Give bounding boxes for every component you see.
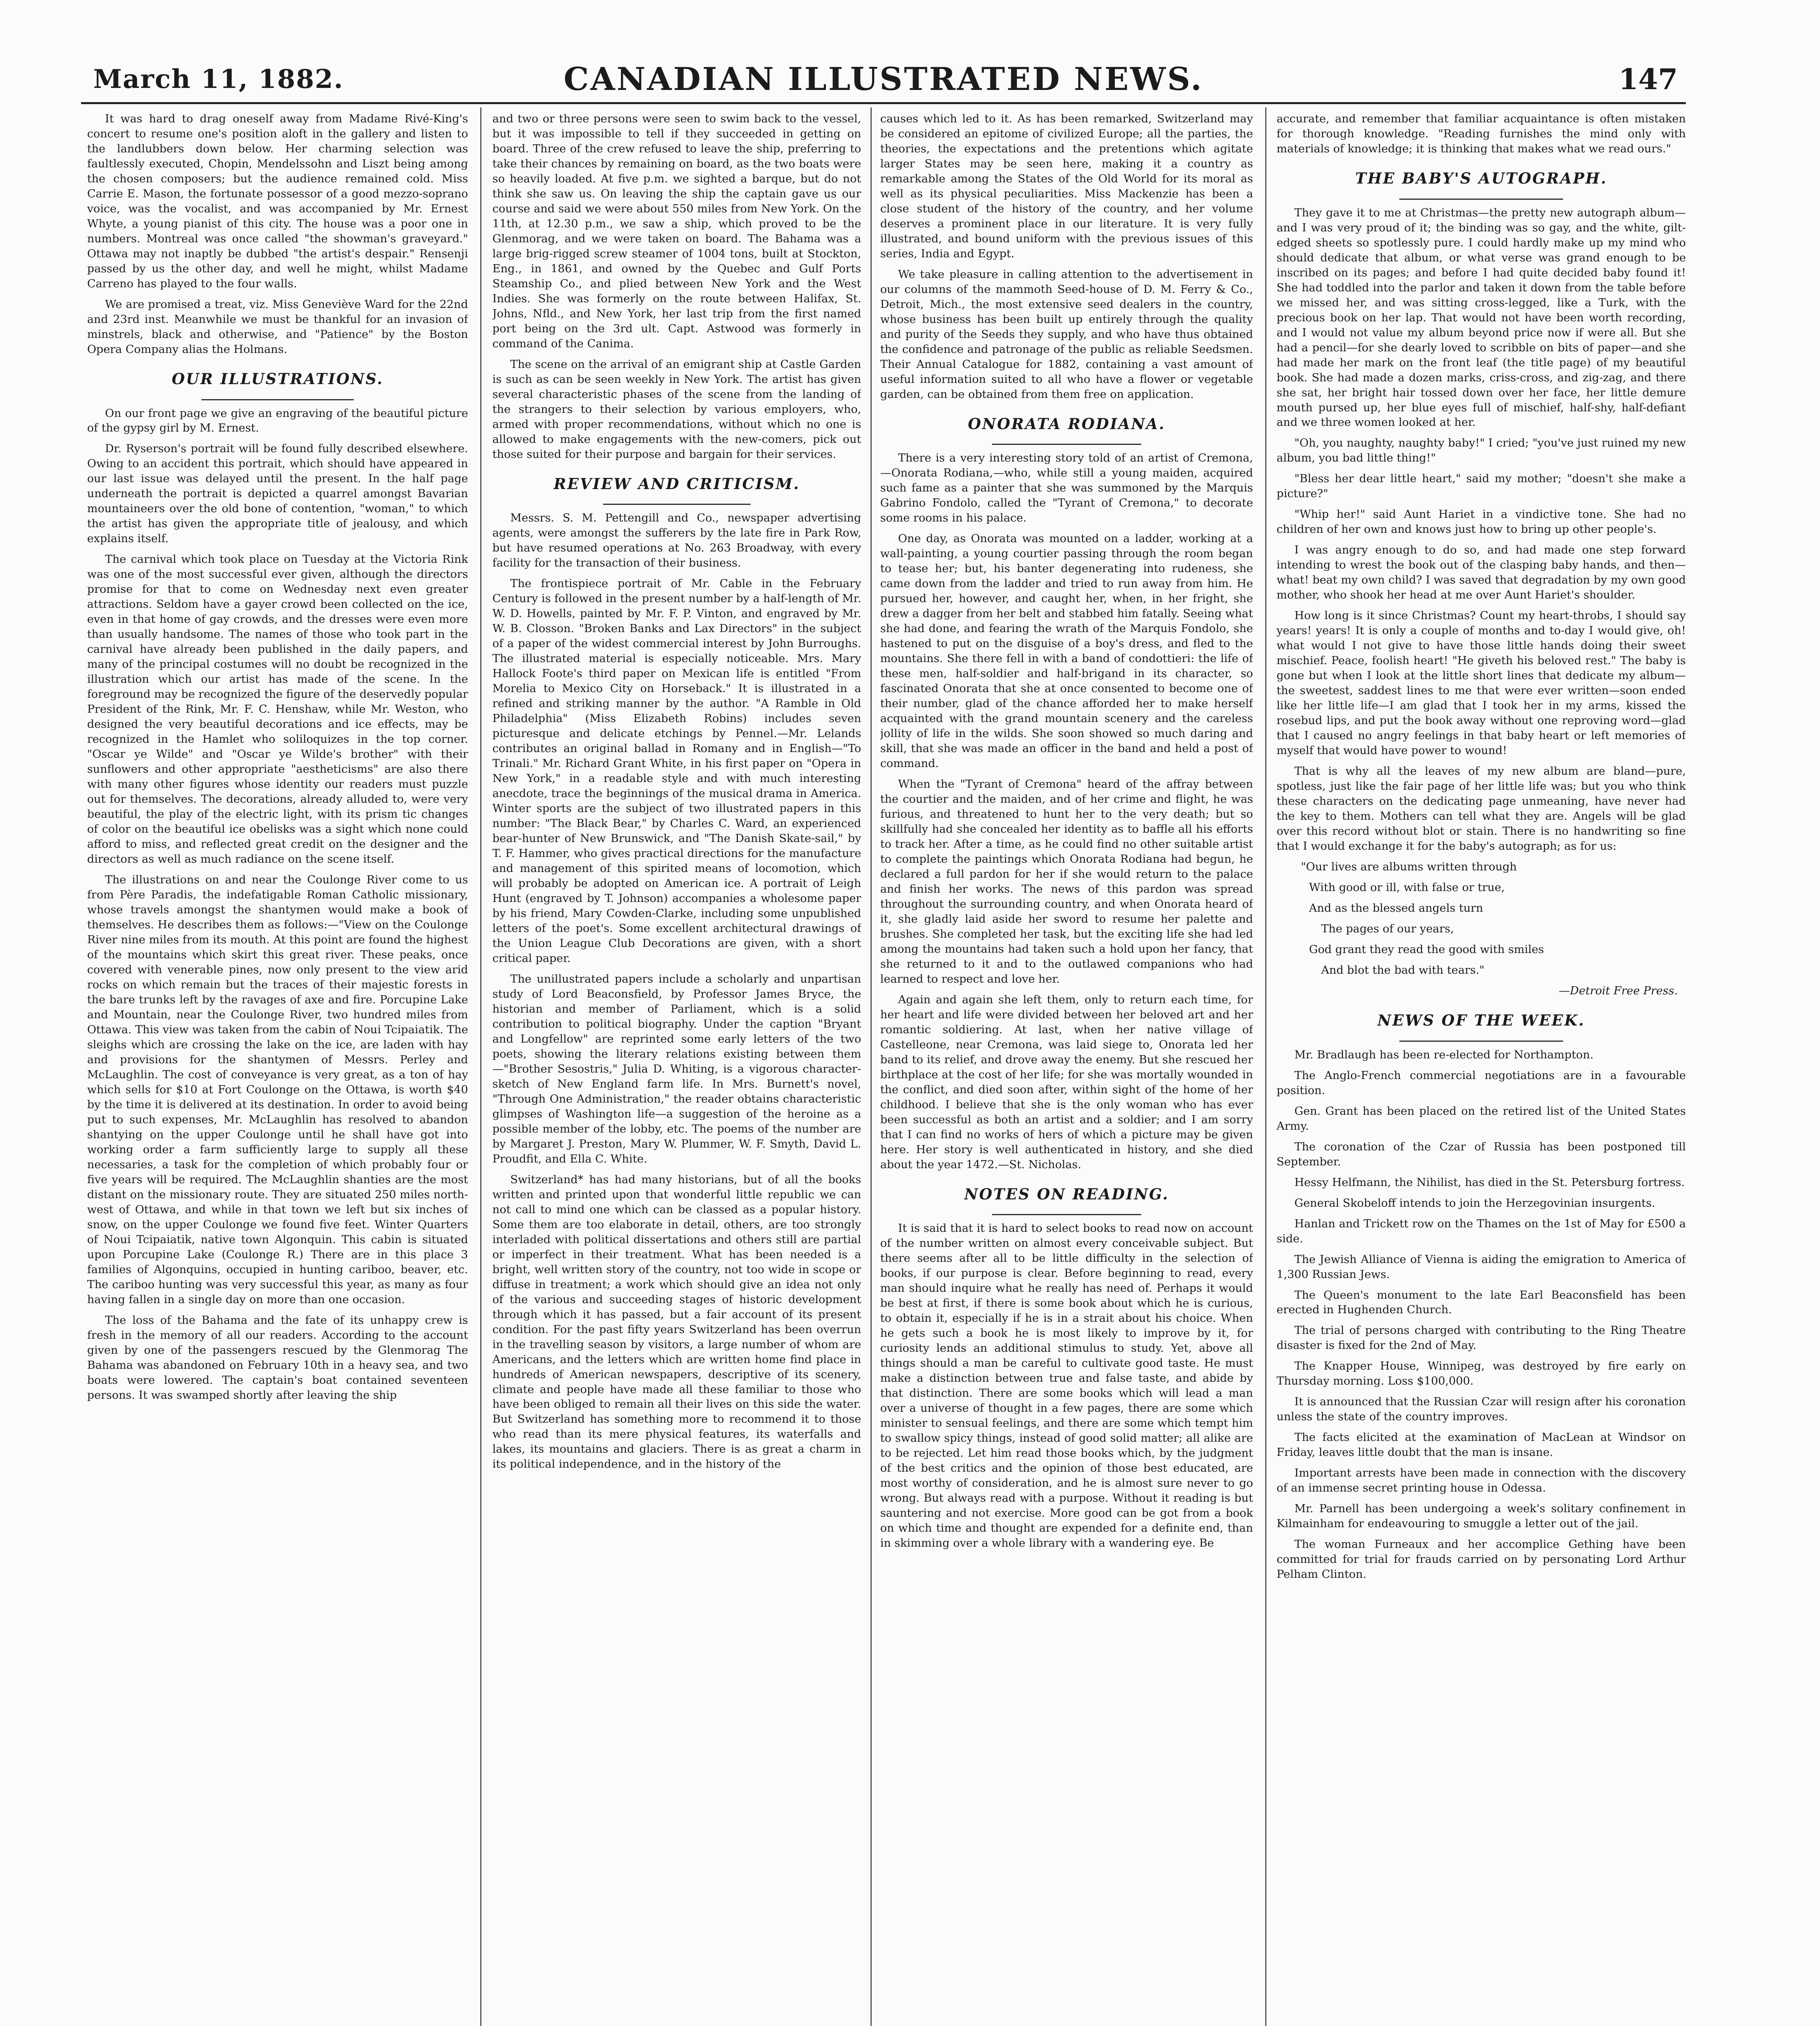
- paragraph: When the "Tyrant of Cremona" heard of the affray between the courtier and the maiden, and of her crime and flight, he was furious, and threatened to hunt her to the very death; but so skillfully had she concealed her identity as to baffle all his efforts to track her. After a time, as he could find no other suitable artist to complete the paintings which Onorata Rodiana had begun, he declared a full pardon for her if she would return to the palace and finish her works. The news of this pardon was spread throughout the surrounding country, and when Onorata heard of it, she gladly laid aside her sword to resume her palette and brushes. She completed her task, but the exciting life she had led among the mountains had taken such a hold upon her fancy, that she returned to it and to the outlawed companions who had learned to respect and love her.: [880, 778, 1253, 985]
- paragraph: We take pleasure in calling attention to the advertisement in our columns of the mammoth Seed-house of D. M. Ferry & Co., Detroit, Mich., the most extensive seed dealers in the country, whose business has been built up entirely through the quality and purity of the Seeds they supply, and who have thus obtained the confidence and patronage of the public as reliable Seedsmen. Their Annual Catalogue for 1882, containing a vast amount of useful information suited to all who have a flower or vegetable garden, can be obtained from them free on application.: [880, 267, 1253, 401]
- news-item: Hanlan and Trickett row on the Thames on the 1st of May for £500 a side.: [1277, 1217, 1686, 1245]
- news-item: The woman Furneaux and her accomplice Gething have been committed for trial for frauds carried on by personating Lord Arthur Pelham Clinton.: [1277, 1538, 1686, 1581]
- poem-line: The pages of our years,: [1321, 922, 1454, 936]
- paragraph: They gave it to me at Christmas—the pretty new autograph album—and I was very proud of it; the binding was so gay, and the white, gilt-edged sheets so spotlessly pure. I could hardly make up my mind who should dedicate that album, or what verse was grand enough to be inscribed on its pages; and before I had quite decided baby found it! She had toddled into the parlor and taken it down from the table before we missed her, and was sitting cross-legged, like a Turk, with the precious book on her lap. That would not have been worth recording, and I would not value my album beyond price now if were all. But she had a pencil—for she dearly loved to scribble on bits of paper—and she had made her mark on the front leaf (the title page) of my beautiful book. She had made a dozen marks, criss-cross, and zig-zag, and there she sat, her bright hair tossed down over her face, her little demure mouth pursed up, her blue eyes full of mischief, half-shy, half-defiant and we three women looked at her.: [1277, 206, 1686, 429]
- news-item: The Queen's monument to the late Earl Beaconsfield has been erected in Hughenden Church.: [1277, 1288, 1686, 1316]
- masthead: [81, 53, 1686, 113]
- heading-rule: [992, 1214, 1141, 1215]
- column-divider: [870, 107, 872, 2026]
- poem-line: "Our lives are albums written through: [1301, 860, 1517, 874]
- poem-line: And as the blessed angels turn: [1309, 902, 1483, 915]
- masthead-rule: [81, 102, 1686, 104]
- news-item: The Knapper House, Winnipeg, was destroyed by fire early on Thursday morning. Loss $100,000.: [1277, 1359, 1686, 1388]
- paragraph: "Bless her dear little heart," said my mother; "doesn't she make a picture?": [1277, 472, 1686, 500]
- heading-rule: [1399, 1041, 1563, 1042]
- heading-rule: [1399, 199, 1563, 200]
- news-item: General Skobeloff intends to join the Herzegovinian insurgents.: [1294, 1196, 1655, 1210]
- column-3: [880, 111, 1253, 2026]
- section-heading-review-and-criticism: REVIEW AND CRITICISM.: [554, 474, 800, 493]
- paragraph: One day, as Onorata was mounted on a ladder, working at a wall-painting, a young courtier passing through the room began to tease her; but, his banter degenerating into rudeness, she came down from the ladder and tried to run away from him. He pursued her, however, and caught her, when, in her fright, she drew a dagger from her belt and stabbed him fatally. Seeing what she had done, and fearing the wrath of the Marquis Fondolo, she hastened to put on the disguise of a boy's dress, and fled to the mountains. She there fell in with a band of condottieri: the life of these men, half-soldier and half-brigand in its character, so fascinated Onorata that she at once consented to become one of their number, glad of the chance afforded her to make herself acquainted with the grand mountain scenery and the careless jollity of life in the wilds. She soon showed so much daring and skill, that she was made an officer in the band and held a post of command.: [880, 532, 1253, 770]
- column-divider: [480, 107, 481, 2026]
- paragraph: The scene on the arrival of an emigrant ship at Castle Garden is such as can be seen weekly in New York. The artist has given several characteristic phases of the scene from the landing of the strangers to their selection by various employers, who, armed with proper recommendations, without which no one is allowed to make engagements with the new-comers, pick out those suited for their purpose and bargain for their services.: [492, 357, 861, 461]
- paragraph: The loss of the Bahama and the fate of its unhappy crew is fresh in the memory of all our readers. According to the account given by one of the passengers rescued by the Glenmorag The Bahama was abandoned on February 10th in a heavy sea, and two boats were lowered. The captain's boat contained seventeen persons. It was swamped shortly after leaving the ship: [87, 1313, 468, 1402]
- paragraph: It was hard to drag oneself away from Madame Rivé-King's concert to resume one's position aloft in the gallery and listen to the landlubbers down below. Her charming selection was faultlessly executed, Chopin, Mendelssohn and Liszt being among the chosen composers; but the audience remained cold. Miss Carrie E. Mason, the fortunate possessor of a good mezzo-soprano voice, was the vocalist, and was accompanied by Mr. Ernest Whyte, a young pianist of this city. The house was a poor one in numbers. Montreal was once called "the showman's graveyard." Ottawa may not inaptly be dubbed "the artist's despair." Rensenji passed by us the other day, and well he might, whilst Madame Carreno has played to the four walls.: [87, 112, 468, 290]
- news-item: The trial of persons charged with contributing to the Ring Theatre disaster is fixed for the 2nd of May.: [1277, 1324, 1686, 1352]
- poem-line: With good or ill, with false or true,: [1309, 881, 1505, 894]
- paragraph: We are promised a treat, viz. Miss Geneviève Ward for the 22nd and 23rd inst. Meanwhile we must be thankful for an invasion of minstrels, black and otherwise, and "Patience" by the Boston Opera Company alias the Holmans.: [87, 297, 468, 356]
- section-heading-notes-on-reading: NOTES ON READING.: [964, 1185, 1169, 1203]
- section-heading-our-illustrations: OUR ILLUSTRATIONS.: [171, 370, 384, 388]
- column-1: [87, 111, 468, 2026]
- news-item: The Jewish Alliance of Vienna is aiding the emigration to America of 1,300 Russian Jews.: [1277, 1252, 1686, 1281]
- paragraph: Switzerland* has had many historians, but of all the books written and printed upon that wonderful little republic we can not call to mind one which can be classed as a popular history. Some them are too elaborate in detail, others, are too strongly interladed with political dissertations and others still are partial or imperfect in their treatment. What has been needed is a bright, well written story of the country, not too wide in scope or diffuse in treatment; a work which should give an idea not only of the various and succeeding stages of historic development through which it has passed, but a fair account of its present condition. For the past fifty years Switzerland has been overrun in the travelling season by visitors, a large number of whom are Americans, and the letters which are written home find place in hundreds of American newspapers, descriptive of its scenery, climate and people have made all these familiar to those who have been obliged to remain all their lives on this side the water. But Switzerland has something more to recommend it to those who read than its mere physical features, its waterfalls and lakes, its mountains and glaciers. There is as great a charm in its political independence, and in the history of the: [492, 1173, 861, 1471]
- poem-line: God grant they read the good with smiles: [1309, 943, 1544, 956]
- paragraph: That is why all the leaves of my new album are bland—pure, spotless, just like the fair page of her little life was; but you who think these characters on the dedicating page unmeaning, have never had the key to them. Mothers can tell what they are. Angels will be glad over this record without blot or stain. There is no handwriting so fine that I would exchange it for the baby's autograph; as for us:: [1277, 765, 1686, 853]
- paragraph: accurate, and remember that familiar acquaintance is often mistaken for thorough knowledge. "Reading furnishes the mind only with materials of knowledge; it is thinking that makes what we read ours.": [1277, 112, 1686, 155]
- paragraph: There is a very interesting story told of an artist of Cremona,—Onorata Rodiana,—who, while still a young maiden, acquired such fame as a painter that she was summoned by the Marquis Gabrino Fondolo, called the "Tyrant of Cremona," to decorate some rooms in his palace.: [880, 451, 1253, 525]
- page-number: 147: [1618, 62, 1678, 96]
- column-4: [1277, 111, 1686, 2026]
- paragraph: The frontispiece portrait of Mr. Cable in the February Century is followed in the present number by a half-length of Mr. W. D. Howells, painted by Mr. F. P. Vinton, and engraved by Mr. W. B. Closson. "Broken Banks and Lax Directors" in the subject of a paper of the widest commercial interest by John Burroughs. The illustrated material is especially noticeable. Mrs. Mary Hallock Foote's third paper on Mexican life is entitled "From Morelia to Mexico City on Horseback." It is illustrated in a refined and striking manner by the author. "A Ramble in Old Philadelphia" (Miss Elizabeth Robins) includes seven picturesque and delicate etchings by Pennel.—Mr. Lelands contributes an original ballad in Romany and in English—"To Trinali." Mr. Richard Grant White, in his first paper on "Opera in New York," in a readable style and with much interesting anecdote, trace the beginnings of the musical drama in America. Winter sports are the subject of two illustrated papers in this number: "The Black Bear," by Charles C. Ward, an experienced bear-hunter of New Brunswick, and "The Danish Skate-sail," by T. F. Hammer, who gives practical directions for the manufacture and management of this spirited means of locomotion, which will probably be adopted on American ice. A portrait of Leigh Hunt (engraved by T. Johnson) accompanies a wholesome paper by his friend, Mary Cowden-Clarke, including some unpublished letters of the poet's. Some excellent architectural drawings of the Union League Club Decorations are given, with a short critical paper.: [492, 577, 861, 965]
- news-item: The Anglo-French commercial negotiations are in a favourable position.: [1277, 1069, 1686, 1097]
- paragraph: How long is it since Christmas? Count my heart-throbs, I should say years! years! It is only a couple of months and to-day I would give, oh! what would I not give to have those little hands doing their sweet mischief. Peace, foolish heart! "He giveth his beloved rest." The baby is gone but when I look at the little short lines that dedicate my album—the sweetest, saddest lines to me that were ever written—soon ended like her little life—I am glad that I took her in my arms, kissed the rosebud lips, and put the book away without one reproving word—glad that I caused no angry feelings in that baby heart or left memories of myself that would have power to wound!: [1277, 609, 1686, 757]
- news-item: Gen. Grant has been placed on the retired list of the United States Army.: [1277, 1104, 1686, 1133]
- heading-rule: [201, 399, 354, 400]
- paragraph: Messrs. S. M. Pettengill and Co., newspaper advertising agents, were amongst the sufferers by the late fire in Park Row, but have resumed operations at No. 263 Broadway, with every facility for the transaction of their business.: [492, 511, 861, 570]
- paragraph: Again and again she left them, only to return each time, for her heart and life were divided between her beloved art and her romantic soldiering. At last, when her native village of Castelleone, near Cremona, was laid siege to, Onorata led her band to its relief, and drove away the enemy. But she rescued her birthplace at the cost of her life; for she was mortally wounded in the conflict, and died soon after, within sight of the home of her childhood. I believe that she is the only woman who has ever been successful as both an artist and a soldier; and I am sorry that I can find no works of hers of which a picture may be given here. Her story is well authenticated in history, and she died about the year 1472.—St. Nicholas.: [880, 993, 1253, 1171]
- poem: [1277, 859, 1686, 978]
- news-item: Mr. Parnell has been undergoing a week's solitary confinement in Kilmainham for endeavouring to smuggle a letter out of the jail.: [1277, 1502, 1686, 1530]
- news-item: The coronation of the Czar of Russia has been postponed till September.: [1277, 1140, 1686, 1168]
- paragraph: causes which led to it. As has been remarked, Switzerland may be considered an epitome of civilized Europe; all the parties, the theories, the expectations and the pretentions which agitate larger States may be seen here, making it a country as remarkable among the States of the Old World for its moral as well as its physical peculiarities. Miss Mackenzie has been a close student of the history of the country, and her volume deserves a prominent place in our literature. It is very fully illustrated, and bound uniform with the previous issues of this series, India and Egypt.: [880, 112, 1253, 260]
- paragraph: "Whip her!" said Aunt Hariet in a vindictive tone. She had no children of her own and knows just how to bring up other people's.: [1277, 508, 1686, 536]
- column-divider: [1265, 107, 1266, 2026]
- section-heading-news-of-the-week: NEWS OF THE WEEK.: [1377, 1011, 1585, 1029]
- paragraph: The illustrations on and near the Coulonge River come to us from Père Paradis, the indefatigable Roman Catholic missionary, whose travels amongst the shantymen would make a book of themselves. He describes them as follows:—"View on the Coulonge River nine miles from its mouth. At this point are found the highest of the mountains which skirt this great river. These peaks, once covered with venerable pines, now only present to the view arid rocks on which remain but the traces of their majestic forests in the bare trunks left by the ravages of axe and fire. Porcupine Lake and Mountain, near the Coulonge River, two hundred miles from Ottawa. This view was taken from the cabin of Noui Tcipaiatik. The sleighs which are crossing the lake on the ice, are laden with hay and provisions for the shantymen of Messrs. Perley and McLaughlin. The cost of conveyance is very great, as a ton of hay which sells for $10 at Fort Coulonge on the Ottawa, is worth $40 by the time it is delivered at its destination. In order to avoid being put to such expenses, Mr. McLaughlin has resolved to abandon shantying on the upper Coulonge until he shall have got into working order a farm sufficiently large to supply all these necessaries, a task for the completion of which probably four or five years will be required. The McLaughlin shanties are the most distant on the missionary route. They are situated 250 miles north-west of Ottawa, and while in that town we left but six inches of snow, on the upper Coulonge we found five feet. Winter Quarters of Noui Tcipaiatik, native town Algonquin. This cabin is situated upon Porcupine Lake (Coulonge R.) There are in this place 3 families of Algonquins, occupied in hunting cariboo, beaver, etc. The cariboo hunting was very successful this year, as many as four having fallen in a single day on more than one occasion.: [87, 873, 468, 1306]
- issue-date: March 11, 1882.: [93, 64, 344, 94]
- news-item: The facts elicited at the examination of MacLean at Windsor on Friday, leaves little doubt that the man is insane.: [1277, 1431, 1686, 1459]
- paragraph: On our front page we give an engraving of the beautiful picture of the gypsy girl by M. Ernest.: [87, 406, 468, 435]
- section-heading-babys-autograph: THE BABY'S AUTOGRAPH.: [1355, 169, 1607, 187]
- poem-line: And blot the bad with tears.": [1321, 963, 1484, 977]
- news-item: Important arrests have been made in connection with the discovery of an immense secret printing house in Odessa.: [1277, 1466, 1686, 1495]
- paragraph: "Oh, you naughty, naughty baby!" I cried; "you've just ruined my new album, you bad little thing!": [1277, 436, 1686, 465]
- section-heading-onorata-rodiana: ONORATA RODIANA.: [968, 415, 1166, 433]
- paragraph: The unillustrated papers include a scholarly and unpartisan study of Lord Beaconsfield, by Professor James Bryce, the historian and member of Parliament, which is a solid contribution to political biography. Under the caption "Bryant and Longfellow" are reprinted some early letters of the two poets, showing the literary relations existing between them—"Brother Sesostris," Julia D. Whiting, is a vigorous character-sketch of New England farm life. In Mrs. Burnett's novel, "Through One Administration," the reader obtains characteristic glimpses of Washington life—a suggestion of the heroine as a possible member of the lobby, etc. The poems of the number are by Margaret J. Preston, Mary W. Plummer, W. F. Smyth, David L. Proudfit, and Ella C. White.: [492, 972, 861, 1165]
- paragraph: and two or three persons were seen to swim back to the vessel, but it was impossible to tell if they succeeded in getting on board. Three of the crew refused to leave the ship, preferring to take their chances by remaining on board, as the two boats were so heavily loaded. At five p.m. we sighted a barque, but do not think she saw us. On leaving the ship the captain gave us our course and said we were about 550 miles from New York. On the 11th, at 12.30 p.m., we saw a ship, which proved to be the Glenmorag, and we were taken on board. The Bahama was a large brig-rigged screw steamer of 1004 tons, built at Stockton, Eng., in 1861, and owned by the Quebec and Gulf Ports Steamship Co., and plied between New York and the West Indies. She was formerly on the route between Halifax, St. Johns, Nfld., and New York, her last trip from the first named port being on the 3rd ult. Capt. Astwood was formerly in command of the Canima.: [492, 112, 861, 350]
- column-2: [492, 111, 861, 2026]
- paragraph: Dr. Ryserson's portrait will be found fully described elsewhere. Owing to an accident this portrait, which should have appeared in our last issue was delayed until the present. In the half page underneath the portrait is depicted a quarrel amongst Bavarian mountaineers over the old bone of contention, "woman," to which the artist has given the appropriate title of jealousy, and which explains itself.: [87, 442, 468, 545]
- paragraph: I was angry enough to do so, and had made one step forward intending to wrest the book out of the clasping baby hands, and then—what! beat my own child? I was saved that degradation by my own good mother, who shook her head at me over Aunt Hariet's shoulder.: [1277, 543, 1686, 602]
- news-item: Mr. Bradlaugh has been re-elected for Northampton.: [1294, 1048, 1594, 1061]
- paragraph: The carnival which took place on Tuesday at the Victoria Rink was one of the most successful ever given, although the directors promise for that to come on Wednesday next even greater attractions. Seldom have a gayer crowd been collected on the ice, even in that home of gay crowds, and the dresses were even more than usually handsome. The names of those who took part in the carnival have already been published in the daily papers, and many of the principal costumes will no doubt be recognized in the illustration which our artist has made of the scene. In the foreground may be recognized the figure of the deservedly popular President of the Rink, Mr. F. C. Henshaw, while Mr. Weston, who designed the very beautiful decorations and ice effects, may be recognized in the Hamlet who soliloquizes in the top corner. "Oscar ye Wilde" and "Oscar ye Wilde's brother" with their sunflowers and other appropriate "aestheticisms" are also there with many other figures whose identity our readers must puzzle out for themselves. The decorations, already alluded to, were very beautiful, the play of the electric light, with its prism tic changes of color on the beautiful ice obelisks was a sight which none could afford to miss, and reflected great credit on the designer and the directors as well as much radiance on the scene itself.: [87, 553, 468, 866]
- news-item: Hessy Helfmann, the Nihilist, has died in the St. Petersburg fortress.: [1294, 1175, 1685, 1189]
- heading-rule: [603, 504, 751, 505]
- newspaper-title: CANADIAN ILLUSTRATED NEWS.: [563, 61, 1204, 98]
- source-credit: —Detroit Free Press.: [1559, 984, 1678, 997]
- paragraph: It is said that it is hard to select books to read now on account of the number written on almost every conceivable subject. But there seems after all to be little difficulty in the selection of books, if our purpose is clear. Before beginning to read, every man should inquire what he really has need of. Perhaps it would be best at first, if there is some book about which he is curious, to obtain it, especially if he is in a strait about his choice. When he gets such a book he is most likely to improve by it, for curiosity lends an additional stimulus to study. Yet, above all things should a man be careful to cultivate good taste. He must make a distinction between true and false taste, and abide by that distinction. There are some books which will lead a man over a universe of thought in a few pages, there are some which minister to sensual feelings, and there are some which tempt him to swallow spicy things, instead of good solid matter; all alike are to be rejected. Let him read those books which, by the judgment of the best critics and the opinion of those best educated, are most worthy of consideration, and he is almost sure never to go wrong. But always read with a purpose. Without it reading is but sauntering and not exercise. More good can be got from a book on which time and thought are expended for a definite end, than in skimming over a whole library with a wandering eye. Be: [880, 1222, 1253, 1550]
- heading-rule: [992, 444, 1141, 445]
- news-item: It is announced that the Russian Czar will resign after his coronation unless the state of the country improves.: [1277, 1395, 1686, 1423]
